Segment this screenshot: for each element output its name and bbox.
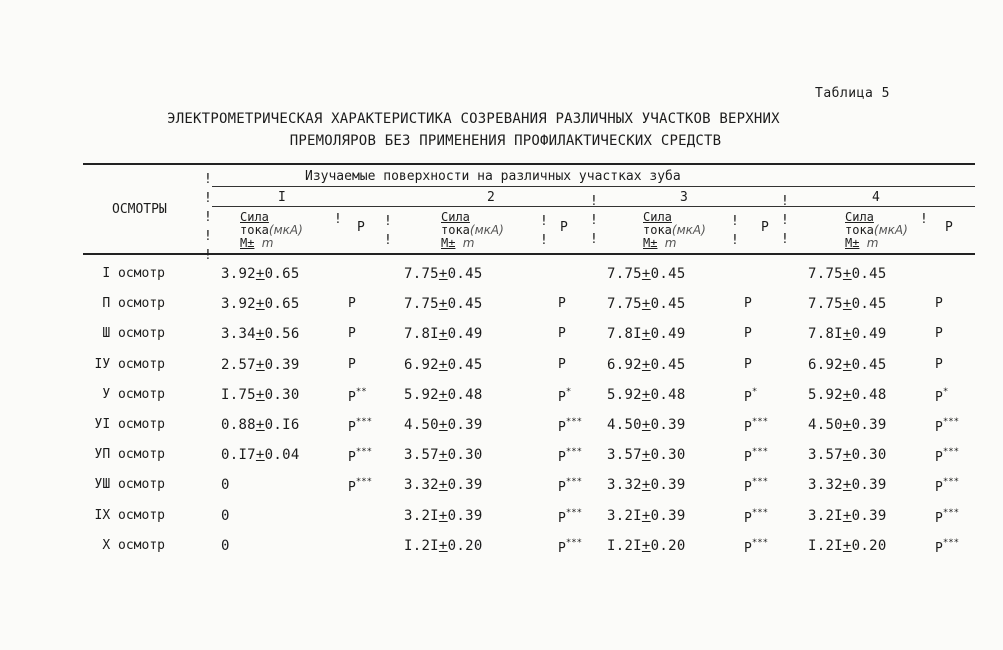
subheader-current-1: Сила тока(мкА) М± m (240, 210, 303, 250)
significance-cell: Р*** (744, 477, 769, 495)
current-value-cell: 3.32+0.39 (404, 477, 483, 493)
current-value-cell: 5.92+0.48 (404, 387, 483, 403)
separator-mark: ! (334, 212, 342, 227)
significance-cell: Р (348, 296, 356, 311)
row-label: УШ осмотр (94, 477, 165, 492)
significance-cell: Р (744, 357, 752, 372)
current-value-cell: 7.75+0.45 (607, 266, 686, 282)
section-1-label: I (278, 190, 286, 205)
current-value-cell: 6.92+0.45 (607, 357, 686, 373)
significance-cell: Р (935, 326, 943, 341)
current-value-cell: 4.50+0.39 (607, 417, 686, 433)
current-value-cell: 3.32+0.39 (808, 477, 887, 493)
significance-cell: Р*** (744, 417, 769, 435)
row-label: У осмотр (102, 387, 165, 402)
separator-marks: ! ! ! ! ! (204, 172, 212, 263)
current-value-cell: 3.32+0.39 (607, 477, 686, 493)
group-rule (212, 186, 975, 187)
significance-cell: Р*** (935, 538, 960, 556)
significance-cell: Р (935, 357, 943, 372)
significance-cell: Р* (744, 387, 758, 405)
current-value-cell: 6.92+0.45 (404, 357, 483, 373)
significance-cell: Р*** (558, 508, 583, 526)
current-value-cell: 0.88+0.I6 (221, 417, 300, 433)
current-value-cell: 3.34+0.56 (221, 326, 300, 342)
subheader-p-1: Р (357, 220, 365, 235)
significance-cell: Р (744, 296, 752, 311)
current-value-cell: 0 (221, 508, 230, 524)
significance-cell: Р*** (744, 447, 769, 465)
current-value-cell: 7.75+0.45 (808, 296, 887, 312)
current-value-cell: 7.8I+0.49 (808, 326, 887, 342)
current-value-cell: 7.8I+0.49 (607, 326, 686, 342)
current-value-cell: 7.75+0.45 (808, 266, 887, 282)
row-label: Ш осмотр (102, 326, 165, 341)
current-value-cell: 3.2I+0.39 (808, 508, 887, 524)
significance-cell: Р*** (935, 508, 960, 526)
current-value-cell: 0 (221, 477, 230, 493)
table-caption: Таблица 5 (815, 86, 890, 101)
significance-cell: Р (558, 296, 566, 311)
significance-cell: Р*** (558, 477, 583, 495)
row-label: IХ осмотр (94, 508, 165, 523)
current-value-cell: 3.57+0.30 (808, 447, 887, 463)
current-value-cell: 2.57+0.39 (221, 357, 300, 373)
subheader-current-2: Сила тока(мкА) М± m (441, 210, 504, 250)
table-title-line-1: ЭЛЕКТРОМЕТРИЧЕСКАЯ ХАРАКТЕРИСТИКА СОЗРЕВАНИЯ РАЗЛИЧНЫХ УЧАСТКОВ ВЕРХНИХ (167, 111, 780, 127)
current-value-cell: 4.50+0.39 (808, 417, 887, 433)
significance-cell: Р (558, 357, 566, 372)
current-value-cell: 7.75+0.45 (607, 296, 686, 312)
row-label: I осмотр (102, 266, 165, 281)
significance-cell: Р (348, 357, 356, 372)
separator-mark: ! ! (540, 214, 548, 248)
current-value-cell: I.2I+0.20 (808, 538, 887, 554)
current-value-cell: 0.I7+0.04 (221, 447, 300, 463)
current-value-cell: I.2I+0.20 (607, 538, 686, 554)
current-value-cell: 7.8I+0.49 (404, 326, 483, 342)
significance-cell: Р*** (935, 417, 960, 435)
significance-cell: Р (744, 326, 752, 341)
current-value-cell: I.75+0.30 (221, 387, 300, 403)
current-value-cell: 5.92+0.48 (607, 387, 686, 403)
significance-cell: Р*** (348, 477, 373, 495)
row-label: IУ осмотр (94, 357, 165, 372)
header-osmotry: ОСМОТРЫ (112, 202, 167, 217)
subheader-current-3: Сила тока(мкА) М± m (643, 210, 706, 250)
current-value-cell: 3.57+0.30 (607, 447, 686, 463)
header-bottom-rule (83, 253, 975, 255)
current-value-cell: 3.2I+0.39 (404, 508, 483, 524)
row-label: УП осмотр (94, 447, 165, 462)
significance-cell: Р*** (348, 417, 373, 435)
subheader-p-2: Р (560, 220, 568, 235)
current-value-cell: 4.50+0.39 (404, 417, 483, 433)
separator-mark: ! (920, 212, 928, 227)
significance-cell: Р** (348, 387, 367, 405)
row-label: Х осмотр (102, 538, 165, 553)
header-top-rule (83, 163, 975, 165)
row-label: П осмотр (102, 296, 165, 311)
header-group-label: Изучаемые поверхности на различных участках зуба (305, 169, 681, 184)
significance-cell: Р (558, 326, 566, 341)
significance-cell: Р*** (744, 508, 769, 526)
significance-cell: Р*** (935, 477, 960, 495)
significance-cell: Р (348, 326, 356, 341)
current-value-cell: I.2I+0.20 (404, 538, 483, 554)
current-value-cell: 3.57+0.30 (404, 447, 483, 463)
significance-cell: Р* (558, 387, 572, 405)
separator-mark: ! ! ! (781, 194, 789, 247)
current-value-cell: 0 (221, 538, 230, 554)
significance-cell: Р*** (744, 538, 769, 556)
row-label: УI осмотр (94, 417, 165, 432)
current-value-cell: 3.2I+0.39 (607, 508, 686, 524)
current-value-cell: 3.92+0.65 (221, 296, 300, 312)
significance-cell: Р*** (935, 447, 960, 465)
current-value-cell: 5.92+0.48 (808, 387, 887, 403)
current-value-cell: 7.75+0.45 (404, 296, 483, 312)
section-3-label: 3 (680, 190, 688, 205)
separator-mark: ! ! ! (590, 194, 598, 247)
table-title-line-2: ПРЕМОЛЯРОВ БЕЗ ПРИМЕНЕНИЯ ПРОФИЛАКТИЧЕСКИХ СРЕДСТВ (289, 133, 722, 149)
current-value-cell: 7.75+0.45 (404, 266, 483, 282)
current-value-cell: 3.92+0.65 (221, 266, 300, 282)
subheader-current-4: Сила тока(мкА) М± m (845, 210, 908, 250)
separator-mark: ! ! (731, 214, 739, 248)
section-2-label: 2 (487, 190, 495, 205)
significance-cell: Р*** (558, 447, 583, 465)
significance-cell: Р (935, 296, 943, 311)
current-value-cell: 6.92+0.45 (808, 357, 887, 373)
significance-cell: Р*** (348, 447, 373, 465)
significance-cell: Р* (935, 387, 949, 405)
subheader-p-4: Р (945, 220, 953, 235)
separator-mark: ! ! (384, 214, 392, 248)
section-4-label: 4 (872, 190, 880, 205)
significance-cell: Р*** (558, 417, 583, 435)
subheader-p-3: Р (761, 220, 769, 235)
significance-cell: Р*** (558, 538, 583, 556)
